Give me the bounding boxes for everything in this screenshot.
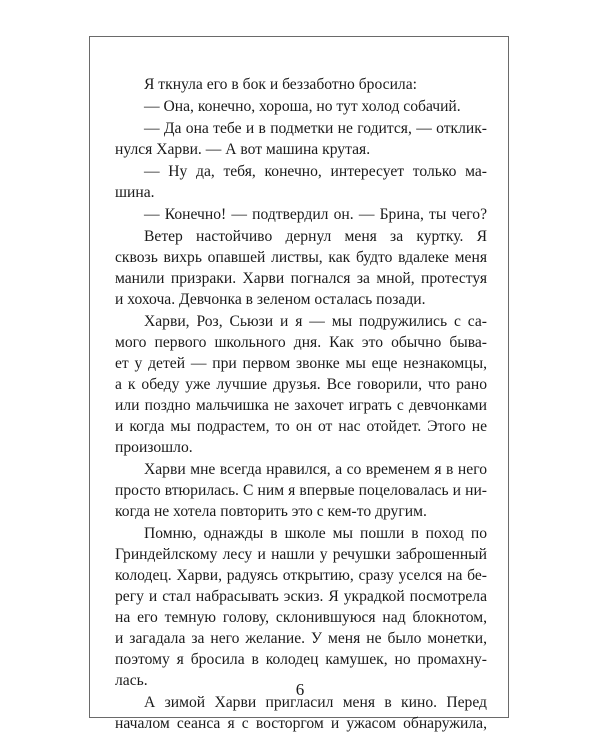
text-line: и хохоча. Девчонка в зеленом осталась позади. [115, 291, 426, 308]
text-line: регу и стал набрасывать эскиз. Я украдкой посмотрела [115, 588, 487, 605]
text-line: Гриндейлскому лесу и нашли у речушки заброшенный [115, 546, 487, 563]
text-line: А зимой Харви пригласил меня в кино. Перед [144, 694, 487, 711]
text-line: Харви, Роз, Сьюзи и я — мы подружились с са- [144, 313, 487, 330]
text-line: произошло. [115, 439, 193, 456]
page-number: 6 [295, 680, 305, 699]
text-line: нулся Харви. — А вот машина крутая. [115, 141, 371, 158]
text-line: поэтому я бросила в колодец камушек, но промахну- [115, 651, 487, 668]
text-line: манили призраки. Харви погнался за мной, протестуя [115, 270, 487, 287]
text-line: Помню, однажды в школе мы пошли в поход по [144, 525, 487, 542]
text-line: — Она, конечно, хороша, но тут холод собачий. [144, 98, 461, 115]
dialogue-line [115, 204, 487, 225]
text-line: колодец. Харви, радуясь открытию, сразу уселся на бе- [115, 567, 487, 584]
text-line: а к обеду уже лучшие друзья. Все говорили, что рано [115, 376, 487, 393]
book-text-body [115, 74, 487, 735]
text-line: Ветер настойчиво дернул меня за куртку. Я [144, 228, 487, 245]
paragraph [115, 311, 487, 458]
text-line: мого первого школьного дня. Как это обычно быва- [115, 334, 487, 351]
text-line: шина. [115, 184, 155, 201]
text-line: — Да она тебе и в подметки не годится, — отклик- [144, 120, 487, 137]
paragraph [115, 459, 487, 522]
text-line: началом сеанса я с восторгом и ужасом обнаружила, [115, 715, 487, 732]
text-line: Харви мне всегда нравился, а со временем я в него [144, 461, 487, 478]
text-line: когда не хотела повторить это с кем-то другим. [115, 503, 427, 520]
text-line: сквозь вихрь опавшей листвы, как будто вдалеке меня [115, 249, 487, 266]
text-line: — Конечно! — подтвердил он. — Брина, ты чего? [144, 206, 487, 223]
dialogue-line [115, 118, 487, 160]
paragraph [115, 226, 487, 310]
text-line: просто втюрилась. С ним я впервые поцеловалась и ни- [115, 482, 487, 499]
text-line: на его темную голову, склонившуюся над блокнотом, [115, 609, 487, 626]
text-line: и загадала за него желание. У меня не было монетки, [115, 630, 487, 647]
text-line: и когда мы подрастем, то он от нас отойдет. Этого не [115, 418, 487, 435]
paragraph [115, 74, 487, 95]
paragraph [115, 523, 487, 691]
text-line: или поздно мальчишка не захочет играть с девчонками [115, 397, 487, 414]
dialogue-line [115, 161, 487, 203]
text-line: Я ткнула его в бок и беззаботно бросила: [144, 76, 417, 93]
text-line: — Ну да, тебя, конечно, интересует только ма- [144, 163, 487, 180]
text-line: лась. [115, 672, 148, 689]
dialogue-line [115, 96, 487, 117]
text-line: ет у детей — при первом звонке мы еще незнакомцы, [115, 355, 487, 372]
